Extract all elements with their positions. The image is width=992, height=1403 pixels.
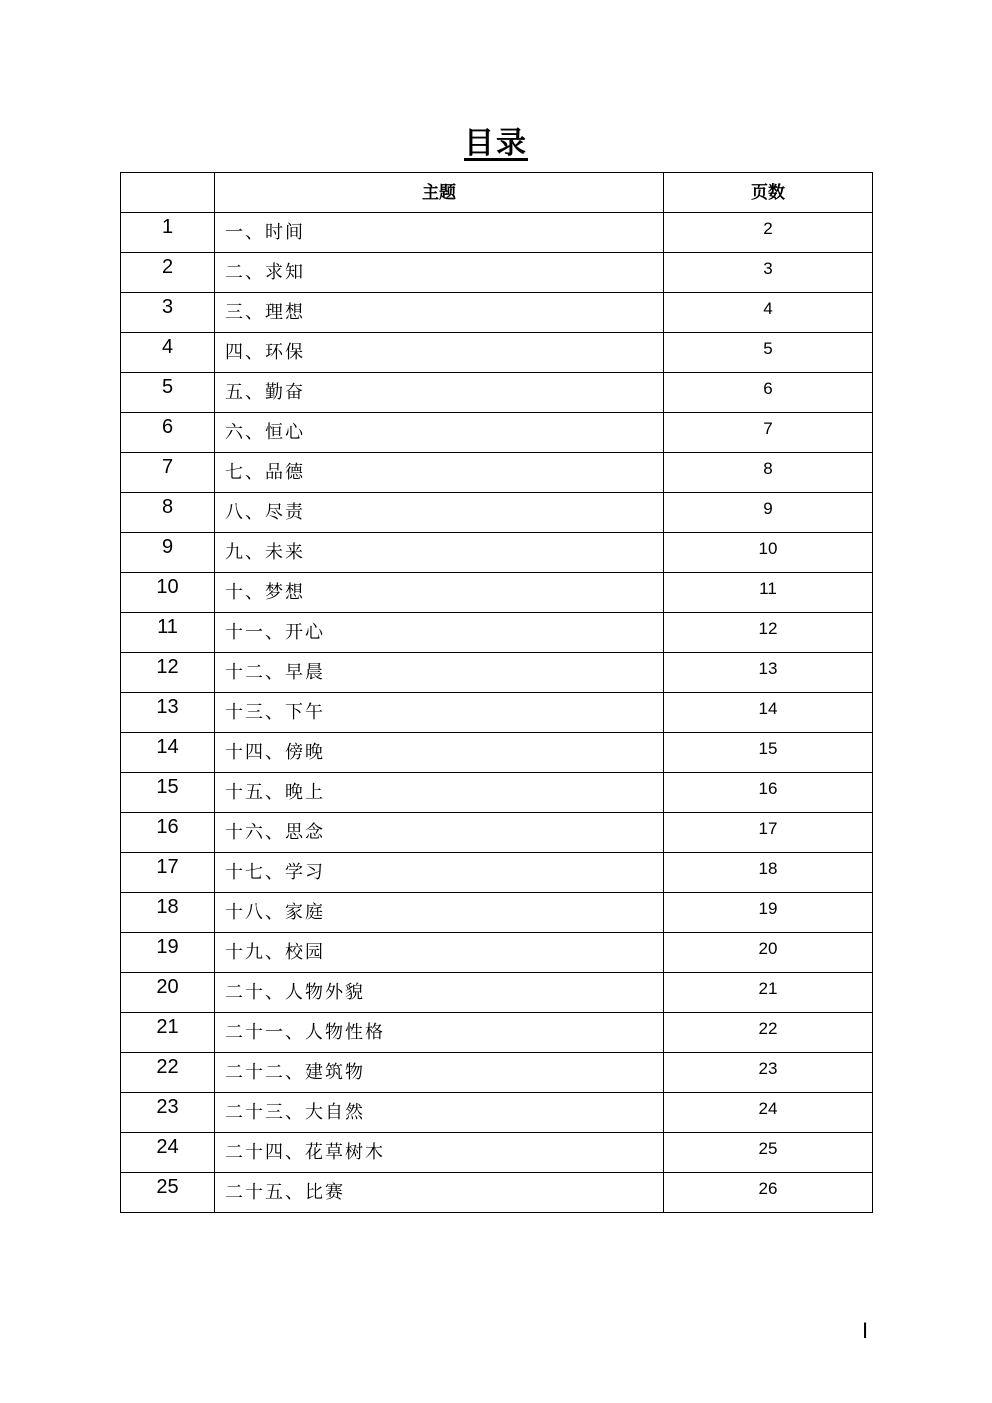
row-page: 20 <box>664 933 873 973</box>
table-row <box>121 653 873 693</box>
row-topic: 八、尽责 <box>215 493 664 533</box>
row-page: 25 <box>664 1133 873 1173</box>
row-number: 5 <box>121 373 215 413</box>
row-number: 3 <box>121 293 215 333</box>
header-topic: 主题 <box>215 173 664 213</box>
row-page: 17 <box>664 813 873 853</box>
row-number: 23 <box>121 1093 215 1133</box>
row-number: 14 <box>121 733 215 773</box>
row-number: 7 <box>121 453 215 493</box>
table-row <box>121 893 873 933</box>
table-row <box>121 493 873 533</box>
table-row <box>121 1133 873 1173</box>
row-number: 20 <box>121 973 215 1013</box>
row-number: 24 <box>121 1133 215 1173</box>
table-row <box>121 253 873 293</box>
row-page: 10 <box>664 533 873 573</box>
row-topic: 二十一、人物性格 <box>215 1013 664 1053</box>
row-page: 5 <box>664 333 873 373</box>
header-num <box>121 173 215 213</box>
row-topic: 七、品德 <box>215 453 664 493</box>
table-row <box>121 973 873 1013</box>
row-topic: 十、梦想 <box>215 573 664 613</box>
row-topic: 十三、下午 <box>215 693 664 733</box>
table-row <box>121 613 873 653</box>
row-page: 8 <box>664 453 873 493</box>
table-row <box>121 853 873 893</box>
row-page: 6 <box>664 373 873 413</box>
row-topic: 二十四、花草树木 <box>215 1133 664 1173</box>
row-number: 11 <box>121 613 215 653</box>
row-topic: 三、理想 <box>215 293 664 333</box>
table-row <box>121 213 873 253</box>
table-row <box>121 733 873 773</box>
row-number: 1 <box>121 213 215 253</box>
row-number: 18 <box>121 893 215 933</box>
row-page: 22 <box>664 1013 873 1053</box>
table-row <box>121 373 873 413</box>
row-page: 16 <box>664 773 873 813</box>
row-topic: 五、勤奋 <box>215 373 664 413</box>
row-number: 13 <box>121 693 215 733</box>
row-page: 7 <box>664 413 873 453</box>
row-topic: 十七、学习 <box>215 853 664 893</box>
row-topic: 十五、晚上 <box>215 773 664 813</box>
row-topic: 一、时间 <box>215 213 664 253</box>
row-page: 12 <box>664 613 873 653</box>
page-title <box>0 118 992 162</box>
table-header-row <box>121 173 873 213</box>
row-page: 26 <box>664 1173 873 1213</box>
row-page: 2 <box>664 213 873 253</box>
row-page: 3 <box>664 253 873 293</box>
header-page: 页数 <box>664 173 873 213</box>
row-page: 9 <box>664 493 873 533</box>
table-row <box>121 1053 873 1093</box>
row-topic: 九、未来 <box>215 533 664 573</box>
row-number: 16 <box>121 813 215 853</box>
table-row <box>121 453 873 493</box>
table-row <box>121 1013 873 1053</box>
row-page: 19 <box>664 893 873 933</box>
row-topic: 二十、人物外貌 <box>215 973 664 1013</box>
row-page: 14 <box>664 693 873 733</box>
table-row <box>121 333 873 373</box>
row-page: 13 <box>664 653 873 693</box>
row-number: 25 <box>121 1173 215 1213</box>
row-topic: 二十三、大自然 <box>215 1093 664 1133</box>
row-page: 4 <box>664 293 873 333</box>
row-topic: 十八、家庭 <box>215 893 664 933</box>
page-title-text: 目录 <box>464 126 528 161</box>
table-row <box>121 813 873 853</box>
row-topic: 十二、早晨 <box>215 653 664 693</box>
row-number: 12 <box>121 653 215 693</box>
row-topic: 十六、思念 <box>215 813 664 853</box>
table-row <box>121 773 873 813</box>
row-page: 11 <box>664 573 873 613</box>
table-row <box>121 693 873 733</box>
row-number: 10 <box>121 573 215 613</box>
row-number: 19 <box>121 933 215 973</box>
table-row <box>121 533 873 573</box>
table-row <box>121 573 873 613</box>
row-page: 18 <box>664 853 873 893</box>
row-topic: 十四、傍晚 <box>215 733 664 773</box>
row-topic: 二十五、比赛 <box>215 1173 664 1213</box>
table-row <box>121 1173 873 1213</box>
table-row <box>121 413 873 453</box>
row-topic: 十九、校园 <box>215 933 664 973</box>
page-number: I <box>862 1318 869 1343</box>
row-topic: 十一、开心 <box>215 613 664 653</box>
row-number: 8 <box>121 493 215 533</box>
row-topic: 二、求知 <box>215 253 664 293</box>
table-row <box>121 1093 873 1133</box>
row-page: 15 <box>664 733 873 773</box>
row-number: 2 <box>121 253 215 293</box>
row-number: 15 <box>121 773 215 813</box>
row-number: 9 <box>121 533 215 573</box>
row-topic: 二十二、建筑物 <box>215 1053 664 1093</box>
row-number: 6 <box>121 413 215 453</box>
row-page: 21 <box>664 973 873 1013</box>
row-number: 21 <box>121 1013 215 1053</box>
row-number: 4 <box>121 333 215 373</box>
row-page: 24 <box>664 1093 873 1133</box>
toc-body <box>121 213 873 1213</box>
row-number: 22 <box>121 1053 215 1093</box>
table-row <box>121 293 873 333</box>
row-topic: 四、环保 <box>215 333 664 373</box>
row-page: 23 <box>664 1053 873 1093</box>
row-number: 17 <box>121 853 215 893</box>
toc-table <box>120 172 873 1213</box>
table-row <box>121 933 873 973</box>
row-topic: 六、恒心 <box>215 413 664 453</box>
